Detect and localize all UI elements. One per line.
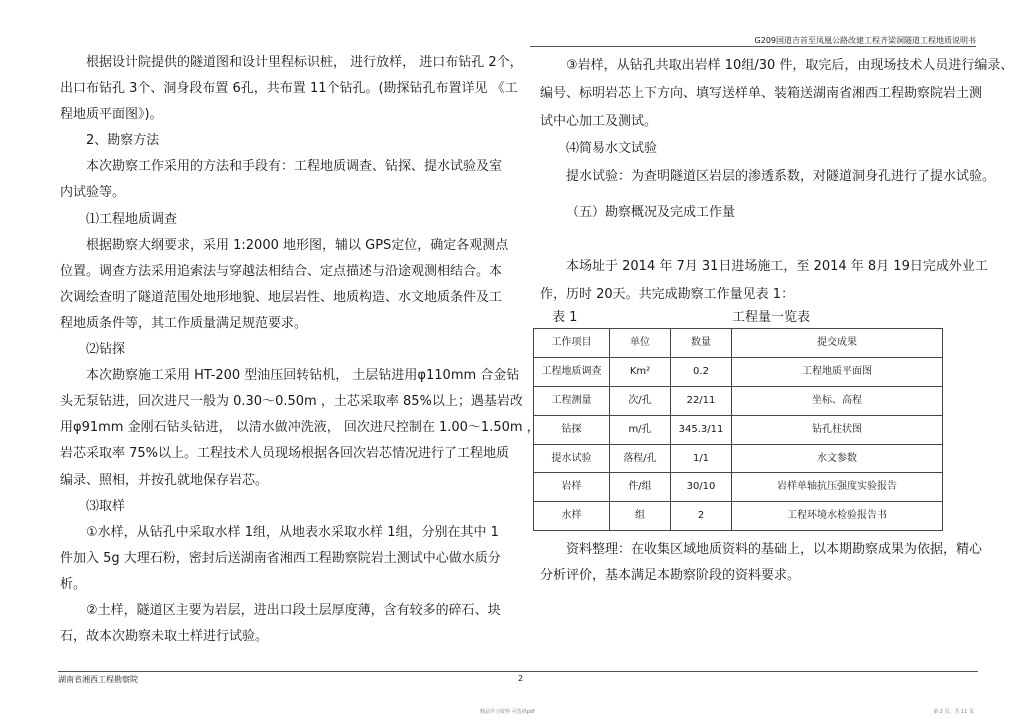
paragraph-line: 分析评价，基本满足本勘察阶段的资料要求。 bbox=[540, 568, 801, 584]
table-cell: 钻探 bbox=[534, 415, 610, 444]
table-cell: 30/10 bbox=[671, 473, 732, 502]
paragraph-line: 资料整理：在收集区域地质资料的基础上，以本期勘察成果为依据，精心 bbox=[566, 541, 983, 557]
table-cell: m/孔 bbox=[610, 415, 671, 444]
header-title: G209国道吉首至凤凰公路改建工程齐梁洞隧道工程地质说明书 bbox=[754, 36, 976, 45]
footer-organization: 湖南省湘西工程勘察院 bbox=[58, 675, 138, 684]
header-cell: 提交成果 bbox=[732, 329, 943, 358]
paragraph-line: 提水试验：为查明隧道区岩层的渗透系数，对隧道洞身孔进行了提水试验。 bbox=[566, 169, 996, 185]
paragraph-line: 本场址于 2014 年 7月 31日进场施工，至 2014 年 8月 19日完成外业工 bbox=[566, 258, 988, 274]
table-cell: Km² bbox=[610, 358, 671, 387]
paragraph-line: 内试验等。 bbox=[60, 185, 126, 201]
table-cell: 工程环境水检验报告书 bbox=[732, 502, 943, 531]
table-caption bbox=[540, 308, 980, 328]
table-cell: 提水试验 bbox=[534, 444, 610, 473]
table-row bbox=[534, 502, 943, 531]
paragraph-line: ②土样，隧道区主要为岩层，进出口段土层厚度薄，含有较多的碎石、块 bbox=[86, 602, 501, 618]
paragraph-line: 岩芯采取率 75%以上。工程技术人员现场根据各回次岩芯情况进行了工程地质 bbox=[60, 446, 510, 462]
paragraph-line: 根据勘察大纲要求，采用 1:2000 地形图，辅以 GPS定位，确定各观测点 bbox=[86, 237, 509, 253]
table-cell: 钻孔柱状图 bbox=[732, 415, 943, 444]
paragraph-line: 程地质平面图》)。 bbox=[60, 107, 163, 123]
table-title: 工程量一览表 bbox=[732, 310, 811, 326]
paragraph-line: 件加入 5g 大理石粉，密封后送湖南省湘西工程勘察院岩土测试中心做水质分 bbox=[60, 550, 501, 566]
section-heading: 2、勘察方法 bbox=[86, 133, 160, 149]
paragraph-line: 程地质条件等，其工作质量满足规范要求。 bbox=[60, 315, 308, 331]
paragraph-line: 析。 bbox=[60, 576, 87, 592]
paragraph-line: 试中心加工及测试。 bbox=[540, 113, 658, 129]
table-row bbox=[534, 358, 943, 387]
table-header-row bbox=[534, 329, 943, 358]
table-cell: 工程地质平面图 bbox=[732, 358, 943, 387]
table-row bbox=[534, 444, 943, 473]
table-cell: 坐标、高程 bbox=[732, 386, 943, 415]
table-cell: 次/孔 bbox=[610, 386, 671, 415]
page-header bbox=[530, 36, 976, 47]
header-cell: 单位 bbox=[610, 329, 671, 358]
left-column bbox=[60, 50, 540, 650]
subsection-heading: ⑶取样 bbox=[86, 498, 126, 514]
paragraph-line: 作，历时 20天。共完成勘察工作量见表 1： bbox=[540, 286, 795, 302]
table-cell: 工程地质调查 bbox=[534, 358, 610, 387]
table-cell: 岩样 bbox=[534, 473, 610, 502]
page-footer bbox=[58, 671, 978, 684]
page-number: 2 bbox=[518, 674, 524, 683]
subsection-heading: ⑴工程地质调查 bbox=[86, 211, 178, 227]
watermark-text: 精品学习资料 可选择pdf bbox=[480, 709, 535, 715]
paragraph-line: 出口布钻孔 3个、洞身段布置 6孔，共布置 11个钻孔。(勘探钻孔布置详见 《工 bbox=[60, 81, 518, 97]
paragraph-line: 次调绘查明了隧道范围处地形地貌、地层岩性、地质构造、水文地质条件及工 bbox=[60, 289, 503, 305]
header-cell: 工作项目 bbox=[534, 329, 610, 358]
page-count-text: 第 2 页，共 11 页 bbox=[933, 709, 974, 715]
paragraph-line: 头无泵钻进，回次进尺一般为 0.30～0.50m ，土芯采取率 85%以上；遇基岩改 bbox=[60, 394, 523, 410]
table-cell: 组 bbox=[610, 502, 671, 531]
table-cell: 345.3/11 bbox=[671, 415, 732, 444]
table-cell: 岩样单轴抗压强度实验报告 bbox=[732, 473, 943, 502]
paragraph-line: 根据设计院提供的隧道图和设计里程标识桩， 进行放样， 进口布钻孔 2个， bbox=[86, 55, 523, 70]
right-column bbox=[540, 52, 1014, 590]
table-cell: 落程/孔 bbox=[610, 444, 671, 473]
header-cell: 数量 bbox=[671, 329, 732, 358]
table-row bbox=[534, 415, 943, 444]
section-heading: （五）勘察概况及完成工作量 bbox=[566, 204, 736, 220]
paragraph-line: ①水样，从钻孔中采取水样 1组，从地表水采取水样 1组，分别在其中 1 bbox=[86, 524, 499, 540]
table-number: 表 1 bbox=[552, 310, 578, 326]
paragraph-line: 本次勘察施工采用 HT-200 型油压回转钻机， 土层钻进用φ110mm 合金钻 bbox=[86, 368, 520, 384]
table-row bbox=[534, 386, 943, 415]
subsection-heading: ⑷简易水文试验 bbox=[566, 141, 658, 157]
table-cell: 工程测量 bbox=[534, 386, 610, 415]
table-cell: 22/11 bbox=[671, 386, 732, 415]
closing-paragraph bbox=[540, 537, 983, 590]
table-cell: 2 bbox=[671, 502, 732, 531]
table-cell: 水样 bbox=[534, 502, 610, 531]
paragraph-line: 编录、照相，并按孔就地保存岩芯。 bbox=[60, 472, 269, 488]
table-cell: 1/1 bbox=[671, 444, 732, 473]
subsection-heading: ⑵钻探 bbox=[86, 342, 126, 358]
table-row bbox=[534, 473, 943, 502]
paragraph-line: 编号、标明岩芯上下方向、填写送样单、装箱送湖南省湘西工程勘察院岩土测 bbox=[540, 85, 983, 101]
paragraph-line: 本次勘察工作采用的方法和手段有：工程地质调查、钻探、提水试验及室 bbox=[86, 159, 503, 175]
paragraph-line: 石，故本次勘察未取土样进行试验。 bbox=[60, 629, 269, 645]
paragraph-line: 位置。调查方法采用追索法与穿越法相结合、定点描述与沿途观测相结合。本 bbox=[60, 263, 503, 279]
workload-table bbox=[533, 328, 943, 531]
table-cell: 0.2 bbox=[671, 358, 732, 387]
paragraph-line: 用φ91mm 金刚石钻头钻进， 以清水做冲洗液， 回次进尺控制在 1.00～1.50m ， bbox=[60, 420, 540, 436]
paragraph-line: ③岩样，从钻孔共取出岩样 10组/30 件，取完后，由现场技术人员进行编录、 bbox=[566, 58, 1014, 73]
table-cell: 水文参数 bbox=[732, 444, 943, 473]
table-cell: 件/组 bbox=[610, 473, 671, 502]
